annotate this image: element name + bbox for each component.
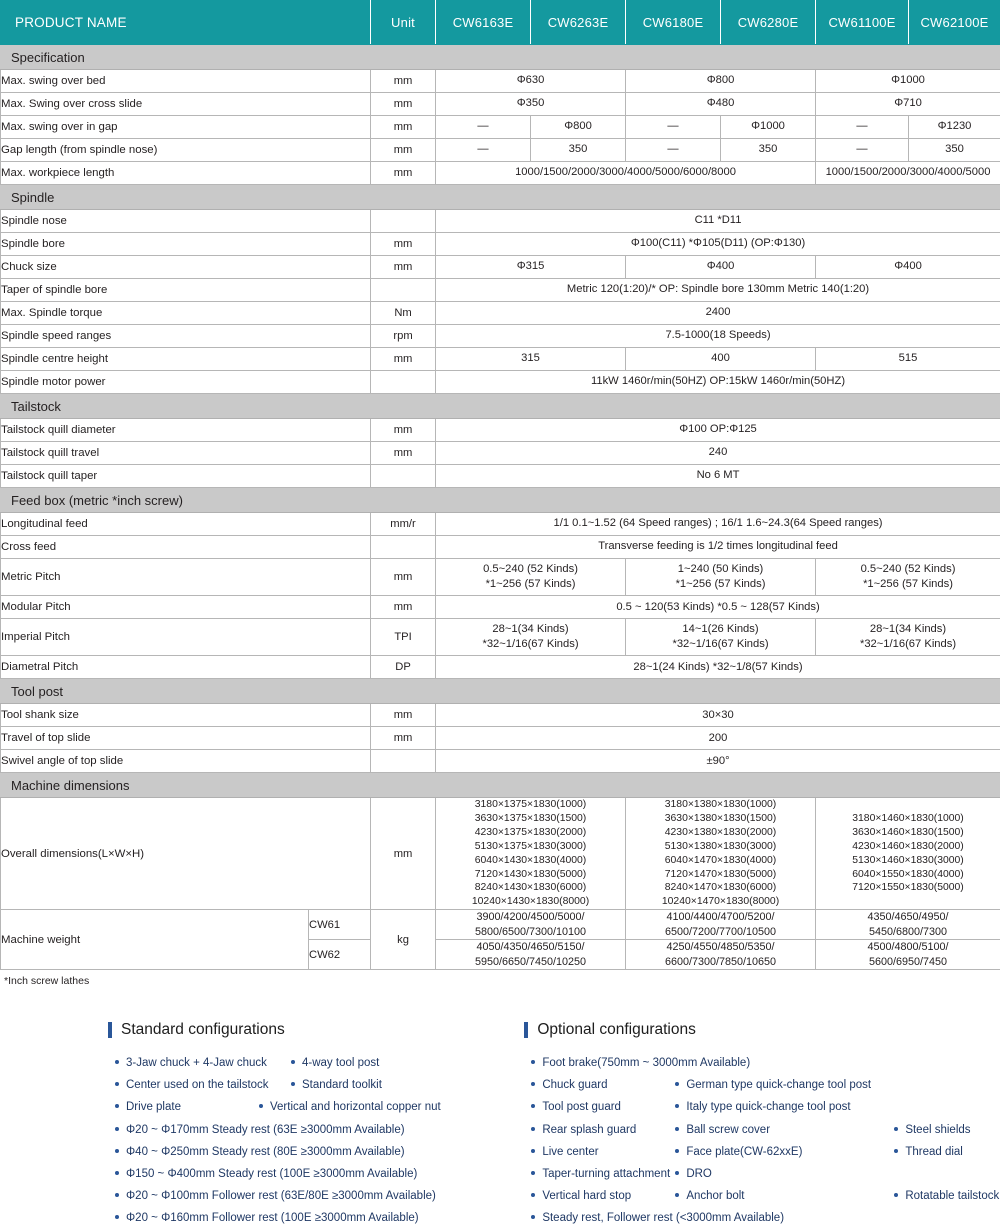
row-spindle-centre-height <box>1 348 1000 371</box>
wt-line: 4100/4400/4700/5200/ <box>626 910 815 925</box>
table-footnote: *Inch screw lathes <box>0 970 1000 987</box>
item-text: Φ40 ~ Φ250mm Steady rest (80E ≥3000mm Available) <box>126 1146 405 1158</box>
cell-value <box>816 559 1000 596</box>
wt-line: 6600/7300/7850/10650 <box>626 955 815 970</box>
row-unit: mm <box>371 727 436 750</box>
bullet-icon <box>531 1127 535 1131</box>
cell-line: *1~256 (57 Kinds) <box>818 577 998 592</box>
section-title-machine-dimensions: Machine dimensions <box>1 773 1000 798</box>
row-label: Taper of spindle bore <box>1 279 371 302</box>
cell-value: Transverse feeding is 1/2 times longitudinal feed <box>436 536 1000 559</box>
row-label: Metric Pitch <box>1 559 371 596</box>
row-swing-over-bed <box>1 70 1000 93</box>
list-item <box>126 1096 514 1118</box>
row-unit: mm <box>371 233 436 256</box>
dim-line: 8240×1470×1830(6000) <box>626 881 815 895</box>
cell-value: Φ400 <box>816 256 1000 279</box>
row-spindle-motor-power <box>1 371 1000 394</box>
bullet-icon <box>115 1082 119 1086</box>
dim-line: 3630×1380×1830(1500) <box>626 812 815 826</box>
cell-value: 350 <box>909 139 1000 162</box>
section-spindle <box>1 185 1000 210</box>
list-item <box>542 1119 1000 1141</box>
row-label: Swivel angle of top slide <box>1 750 371 773</box>
row-unit <box>371 210 436 233</box>
row-label: Spindle nose <box>1 210 371 233</box>
list-item <box>542 1096 1000 1118</box>
row-unit: mm <box>371 116 436 139</box>
item-text: Φ20 ~ Φ100mm Follower rest (63E/80E ≥3000mm Available) <box>126 1190 436 1202</box>
list-item <box>126 1141 514 1163</box>
cell-value: Φ315 <box>436 256 626 279</box>
accent-bar-icon <box>524 1022 528 1038</box>
bullet-icon <box>894 1149 898 1153</box>
wt-line: 4050/4350/4650/5150/ <box>436 940 625 955</box>
row-taper-of-spindle-bore <box>1 279 1000 302</box>
row-label: Spindle motor power <box>1 371 371 394</box>
list-item <box>542 1141 1000 1163</box>
cell-value <box>816 940 1000 970</box>
cell-value <box>626 619 816 656</box>
row-diametral-pitch <box>1 656 1000 679</box>
row-label: Max. workpiece length <box>1 162 371 185</box>
bullet-icon <box>894 1193 898 1197</box>
cell-line: 0.5~240 (52 Kinds) <box>438 562 623 577</box>
cell-value: Φ630 <box>436 70 626 93</box>
optional-configurations-list <box>524 1052 1000 1229</box>
cell-value: Φ1000 <box>816 70 1000 93</box>
bullet-icon <box>675 1149 679 1153</box>
row-unit: mm <box>371 419 436 442</box>
cell-value <box>436 940 626 970</box>
cell-value <box>816 619 1000 656</box>
row-cross-feed <box>1 536 1000 559</box>
item-text: Foot brake(750mm ~ 3000mm Available) <box>542 1057 750 1069</box>
row-tailstock-quill-diameter <box>1 419 1000 442</box>
list-item <box>542 1163 1000 1185</box>
dim-line: 7120×1430×1830(5000) <box>436 868 625 882</box>
cell-value: 350 <box>721 139 816 162</box>
item-text-secondary: Ball screw cover <box>674 1119 879 1141</box>
cell-value <box>436 910 626 940</box>
row-tool-shank-size <box>1 704 1000 727</box>
cell-value: Φ800 <box>626 70 816 93</box>
row-unit: mm <box>371 442 436 465</box>
dim-line: 4230×1460×1830(2000) <box>816 840 1000 854</box>
bullet-icon <box>531 1104 535 1108</box>
item-text: Center used on the tailstock <box>126 1074 276 1096</box>
row-unit: mm <box>371 348 436 371</box>
item-text-tertiary: Thread dial <box>893 1141 963 1163</box>
cell-line: *32~1/16(67 Kinds) <box>818 637 998 652</box>
cell-value: 1000/1500/2000/3000/4000/5000/6000/8000 <box>436 162 816 185</box>
list-item <box>126 1074 514 1096</box>
item-text: Taper-turning attachment <box>542 1163 660 1185</box>
item-text-tertiary: Steel shields <box>893 1119 970 1141</box>
section-title-tool-post: Tool post <box>1 679 1000 704</box>
cell-line: 14~1(26 Kinds) <box>628 622 813 637</box>
row-label: Max. Swing over cross slide <box>1 93 371 116</box>
item-text: Drive plate <box>126 1096 244 1118</box>
bullet-icon <box>115 1127 119 1131</box>
cell-value: Metric 120(1:20)/* OP: Spindle bore 130mm Metric 140(1:20) <box>436 279 1000 302</box>
item-text: Rear splash guard <box>542 1119 660 1141</box>
row-unit: mm <box>371 139 436 162</box>
header-cw62100e: CW62100E <box>909 1 1000 45</box>
cell-line: *32~1/16(67 Kinds) <box>628 637 813 652</box>
row-label: Imperial Pitch <box>1 619 371 656</box>
row-unit: mm <box>371 70 436 93</box>
bullet-icon <box>115 1104 119 1108</box>
table-header-row <box>1 1 1000 45</box>
section-title-feed-box: Feed box (metric *inch screw) <box>1 488 1000 513</box>
row-longitudinal-feed <box>1 513 1000 536</box>
row-max-workpiece-length <box>1 162 1000 185</box>
row-unit: Nm <box>371 302 436 325</box>
item-text: Steady rest, Follower rest (<3000mm Available) <box>542 1212 784 1224</box>
cell-value: Φ1230 <box>909 116 1000 139</box>
row-label: Tailstock quill travel <box>1 442 371 465</box>
dim-line: 7120×1470×1830(5000) <box>626 868 815 882</box>
wt-line: 3900/4200/4500/5000/ <box>436 910 625 925</box>
item-text-secondary: Standard toolkit <box>290 1074 382 1096</box>
dim-line: 7120×1550×1830(5000) <box>816 881 1000 895</box>
bullet-icon <box>115 1193 119 1197</box>
row-label: Max. swing over in gap <box>1 116 371 139</box>
cell-value <box>626 910 816 940</box>
item-text-secondary: Face plate(CW-62xxE) <box>674 1141 879 1163</box>
row-spindle-speed-ranges <box>1 325 1000 348</box>
cell-value: 200 <box>436 727 1000 750</box>
list-item <box>542 1207 1000 1229</box>
row-chuck-size <box>1 256 1000 279</box>
row-modular-pitch <box>1 596 1000 619</box>
cell-value: Φ350 <box>436 93 626 116</box>
wt-line: 4250/4550/4850/5350/ <box>626 940 815 955</box>
dim-line: 8240×1430×1830(6000) <box>436 881 625 895</box>
item-text: Φ20 ~ Φ170mm Steady rest (63E ≥3000mm Available) <box>126 1124 405 1136</box>
bullet-icon <box>531 1149 535 1153</box>
title-text: Standard configurations <box>121 1021 285 1039</box>
cell-value: ±90° <box>436 750 1000 773</box>
wt-line: 4500/4800/5100/ <box>816 940 1000 955</box>
title-text: Optional configurations <box>537 1021 696 1039</box>
dim-line: 5130×1460×1830(3000) <box>816 854 1000 868</box>
cell-value: No 6 MT <box>436 465 1000 488</box>
cell-value: 240 <box>436 442 1000 465</box>
row-label: Max. Spindle torque <box>1 302 371 325</box>
cell-value-dims-col1 <box>436 798 626 910</box>
wt-line: 5950/6650/7450/10250 <box>436 955 625 970</box>
section-specification <box>1 45 1000 70</box>
item-text-secondary: Vertical and horizontal copper nut <box>258 1096 441 1118</box>
wt-line: 5600/6950/7450 <box>816 955 1000 970</box>
row-travel-of-top-slide <box>1 727 1000 750</box>
cell-value: 30×30 <box>436 704 1000 727</box>
cell-value: Φ400 <box>626 256 816 279</box>
list-item <box>126 1207 514 1229</box>
bullet-icon <box>675 1104 679 1108</box>
row-machine-weight-cw61 <box>1 910 1000 940</box>
cell-value: C11 *D11 <box>436 210 1000 233</box>
row-label: Travel of top slide <box>1 727 371 750</box>
dim-line: 3180×1380×1830(1000) <box>626 798 815 812</box>
cell-line: *1~256 (57 Kinds) <box>438 577 623 592</box>
configurations-area <box>0 1021 1000 1229</box>
cell-value <box>626 559 816 596</box>
section-title-spindle: Spindle <box>1 185 1000 210</box>
row-label: Spindle speed ranges <box>1 325 371 348</box>
row-swivel-angle-of-top-slide <box>1 750 1000 773</box>
row-imperial-pitch <box>1 619 1000 656</box>
dim-line: 5130×1375×1830(3000) <box>436 840 625 854</box>
standard-configurations-title <box>108 1021 514 1039</box>
row-unit: mm <box>371 256 436 279</box>
dim-line: 3180×1460×1830(1000) <box>816 812 1000 826</box>
row-label: Spindle centre height <box>1 348 371 371</box>
dim-line: 4230×1375×1830(2000) <box>436 826 625 840</box>
item-text: 3-Jaw chuck + 4-Jaw chuck <box>126 1052 276 1074</box>
cell-value: Φ100 OP:Φ125 <box>436 419 1000 442</box>
row-spindle-bore <box>1 233 1000 256</box>
bullet-icon <box>531 1060 535 1064</box>
row-label: Machine weight <box>1 910 309 970</box>
cell-line: *32~1/16(67 Kinds) <box>438 637 623 652</box>
list-item <box>126 1119 514 1141</box>
row-label: Overall dimensions(L×W×H) <box>1 798 371 910</box>
item-text: Chuck guard <box>542 1074 660 1096</box>
list-item <box>126 1185 514 1207</box>
cell-line: 28~1(34 Kinds) <box>818 622 998 637</box>
bullet-icon <box>675 1193 679 1197</box>
optional-configurations-column <box>524 1021 1000 1229</box>
dim-line: 6040×1550×1830(4000) <box>816 868 1000 882</box>
header-product-name: PRODUCT NAME <box>1 1 371 45</box>
row-label: Diametral Pitch <box>1 656 371 679</box>
header-unit: Unit <box>371 1 436 45</box>
header-cw6263e: CW6263E <box>531 1 626 45</box>
row-swing-over-cross-slide <box>1 93 1000 116</box>
row-label: Longitudinal feed <box>1 513 371 536</box>
wt-line: 6500/7200/7700/10500 <box>626 925 815 940</box>
bullet-icon <box>675 1082 679 1086</box>
list-item <box>542 1052 1000 1074</box>
cell-value: — <box>436 139 531 162</box>
cell-value <box>436 559 626 596</box>
header-cw6280e: CW6280E <box>721 1 816 45</box>
row-label: Gap length (from spindle nose) <box>1 139 371 162</box>
section-tailstock <box>1 394 1000 419</box>
dim-line: 3180×1375×1830(1000) <box>436 798 625 812</box>
row-unit <box>371 750 436 773</box>
cell-line: 0.5~240 (52 Kinds) <box>818 562 998 577</box>
section-machine-dimensions <box>1 773 1000 798</box>
standard-configurations-column <box>108 1021 514 1229</box>
cell-value: 350 <box>531 139 626 162</box>
list-item <box>126 1052 514 1074</box>
item-text: Φ20 ~ Φ160mm Follower rest (100E ≥3000mm Available) <box>126 1212 419 1224</box>
bullet-icon <box>531 1193 535 1197</box>
header-cw6180e: CW6180E <box>626 1 721 45</box>
bullet-icon <box>115 1060 119 1064</box>
row-unit: kg <box>371 910 436 970</box>
bullet-icon <box>291 1082 295 1086</box>
header-cw61100e: CW61100E <box>816 1 909 45</box>
list-item <box>542 1074 1000 1096</box>
dim-line: 3630×1375×1830(1500) <box>436 812 625 826</box>
item-text: Tool post guard <box>542 1096 660 1118</box>
item-text-secondary: Anchor bolt <box>674 1185 879 1207</box>
dim-line: 10240×1430×1830(8000) <box>436 895 625 909</box>
bullet-icon <box>531 1171 535 1175</box>
row-unit: mm <box>371 559 436 596</box>
item-text-secondary: 4-way tool post <box>290 1052 379 1074</box>
row-unit: mm <box>371 93 436 116</box>
row-unit: mm/r <box>371 513 436 536</box>
bullet-icon <box>115 1171 119 1175</box>
item-text-secondary: DRO <box>674 1163 712 1185</box>
cell-value: 400 <box>626 348 816 371</box>
item-text: Φ150 ~ Φ400mm Steady rest (100E ≥3000mm Available) <box>126 1168 417 1180</box>
wt-line: 5800/6500/7300/10100 <box>436 925 625 940</box>
wt-line: 4350/4650/4950/ <box>816 910 1000 925</box>
row-unit <box>371 465 436 488</box>
cell-value: — <box>816 116 909 139</box>
cell-value: 315 <box>436 348 626 371</box>
dim-line: 4230×1380×1830(2000) <box>626 826 815 840</box>
bullet-icon <box>531 1082 535 1086</box>
subrow-label-cw61: CW61 <box>309 910 371 940</box>
bullet-icon <box>531 1215 535 1219</box>
cell-value: Φ1000 <box>721 116 816 139</box>
subrow-label-cw62: CW62 <box>309 940 371 970</box>
bullet-icon <box>894 1127 898 1131</box>
row-label: Spindle bore <box>1 233 371 256</box>
row-unit: mm <box>371 162 436 185</box>
item-text-secondary: Italy type quick-change tool post <box>674 1096 850 1118</box>
cell-value: 7.5-1000(18 Speeds) <box>436 325 1000 348</box>
bullet-icon <box>675 1171 679 1175</box>
row-label: Tool shank size <box>1 704 371 727</box>
cell-line: *1~256 (57 Kinds) <box>628 577 813 592</box>
row-label: Tailstock quill taper <box>1 465 371 488</box>
row-max-spindle-torque <box>1 302 1000 325</box>
cell-value: 1/1 0.1~1.52 (64 Speed ranges) ; 16/1 1.6~24.3(64 Speed ranges) <box>436 513 1000 536</box>
list-item <box>126 1163 514 1185</box>
row-swing-over-in-gap <box>1 116 1000 139</box>
dim-line: 5130×1380×1830(3000) <box>626 840 815 854</box>
section-title-tailstock: Tailstock <box>1 394 1000 419</box>
row-unit <box>371 279 436 302</box>
cell-line: 28~1(34 Kinds) <box>438 622 623 637</box>
row-spindle-nose <box>1 210 1000 233</box>
bullet-icon <box>259 1104 263 1108</box>
row-tailstock-quill-travel <box>1 442 1000 465</box>
cell-value: — <box>816 139 909 162</box>
header-cw6163e: CW6163E <box>436 1 531 45</box>
bullet-icon <box>291 1060 295 1064</box>
list-item <box>542 1185 1000 1207</box>
item-text-tertiary: Rotatable tailstock <box>893 1185 999 1207</box>
row-label: Max. swing over bed <box>1 70 371 93</box>
dim-line: 6040×1470×1830(4000) <box>626 854 815 868</box>
row-tailstock-quill-taper <box>1 465 1000 488</box>
row-unit: mm <box>371 704 436 727</box>
dim-line: 3630×1460×1830(1500) <box>816 826 1000 840</box>
row-unit: mm <box>371 798 436 910</box>
cell-line: 1~240 (50 Kinds) <box>628 562 813 577</box>
cell-value: Φ800 <box>531 116 626 139</box>
cell-value: 1000/1500/2000/3000/4000/5000 <box>816 162 1000 185</box>
row-metric-pitch <box>1 559 1000 596</box>
section-feed-box <box>1 488 1000 513</box>
accent-bar-icon <box>108 1022 112 1038</box>
row-unit <box>371 536 436 559</box>
section-tool-post <box>1 679 1000 704</box>
cell-value <box>436 619 626 656</box>
row-gap-length <box>1 139 1000 162</box>
cell-value-dims-col3 <box>816 798 1000 910</box>
item-text: Vertical hard stop <box>542 1185 660 1207</box>
row-label: Cross feed <box>1 536 371 559</box>
dim-line: 6040×1430×1830(4000) <box>436 854 625 868</box>
bullet-icon <box>675 1127 679 1131</box>
cell-value: 0.5 ~ 120(53 Kinds) *0.5 ~ 128(57 Kinds) <box>436 596 1000 619</box>
row-label: Tailstock quill diameter <box>1 419 371 442</box>
item-text: Live center <box>542 1141 660 1163</box>
section-title-specification: Specification <box>1 45 1000 70</box>
row-label: Modular Pitch <box>1 596 371 619</box>
bullet-icon <box>115 1215 119 1219</box>
cell-value: — <box>436 116 531 139</box>
row-unit: DP <box>371 656 436 679</box>
cell-value: 515 <box>816 348 1000 371</box>
cell-value <box>816 910 1000 940</box>
cell-value: Φ100(C11) *Φ105(D11) (OP:Φ130) <box>436 233 1000 256</box>
row-label: Chuck size <box>1 256 371 279</box>
cell-value: 28~1(24 Kinds) *32~1/8(57 Kinds) <box>436 656 1000 679</box>
optional-configurations-title <box>524 1021 1000 1039</box>
standard-configurations-list <box>108 1052 514 1229</box>
row-unit: rpm <box>371 325 436 348</box>
cell-value: Φ480 <box>626 93 816 116</box>
cell-value <box>626 940 816 970</box>
wt-line: 5450/6800/7300 <box>816 925 1000 940</box>
item-text-secondary: German type quick-change tool post <box>674 1074 871 1096</box>
row-overall-dimensions <box>1 798 1000 910</box>
row-unit: mm <box>371 596 436 619</box>
bullet-icon <box>115 1149 119 1153</box>
cell-value: Φ710 <box>816 93 1000 116</box>
cell-value: — <box>626 139 721 162</box>
row-unit: TPI <box>371 619 436 656</box>
cell-value-dims-col2 <box>626 798 816 910</box>
row-unit <box>371 371 436 394</box>
cell-value: 2400 <box>436 302 1000 325</box>
cell-value: 11kW 1460r/min(50HZ) OP:15kW 1460r/min(50HZ) <box>436 371 1000 394</box>
cell-value: — <box>626 116 721 139</box>
dim-line: 10240×1470×1830(8000) <box>626 895 815 909</box>
